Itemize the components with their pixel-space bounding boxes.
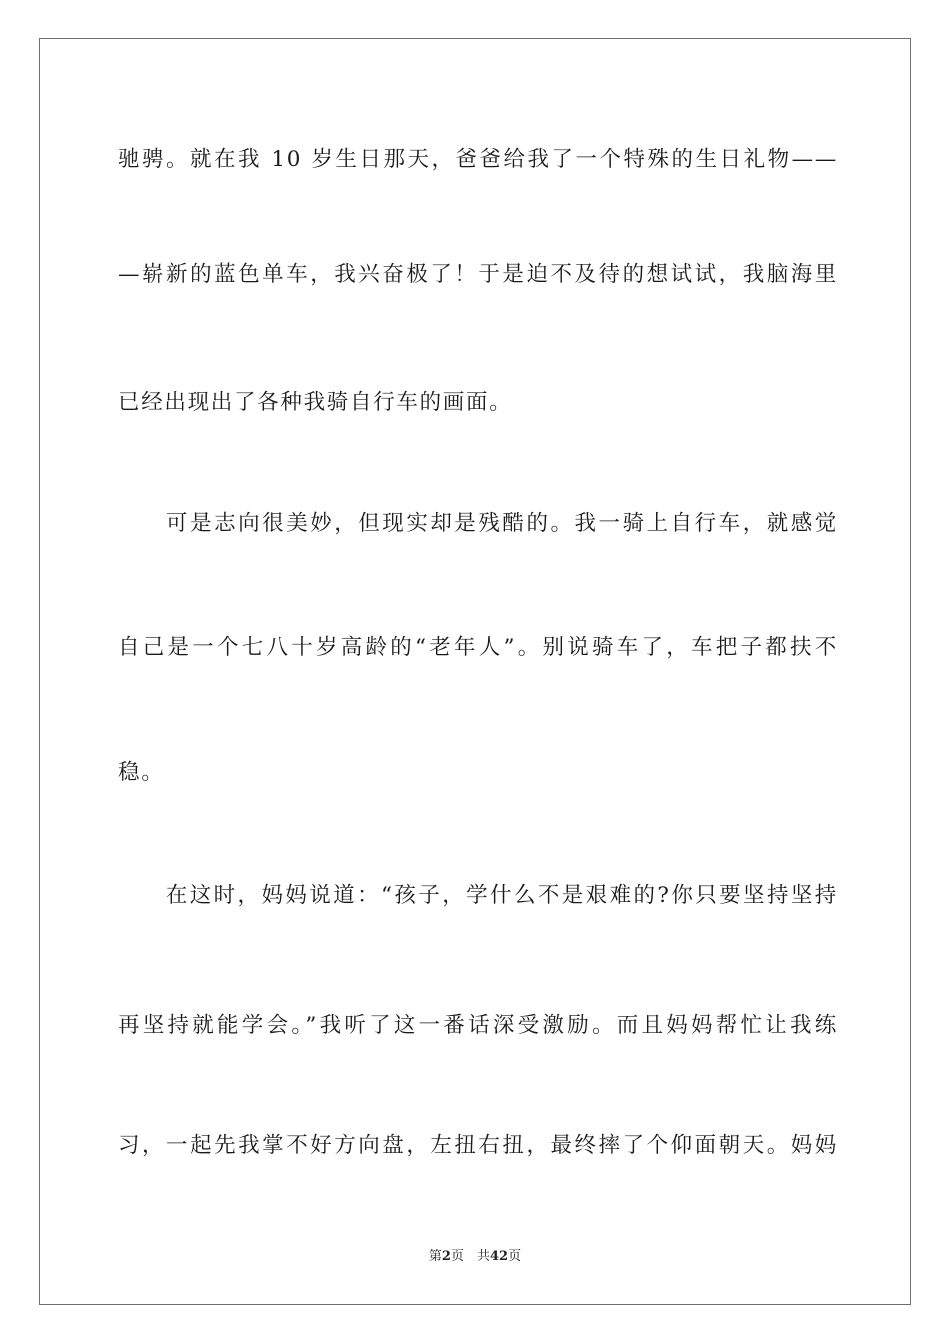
text-line: —崭新的蓝色单车，我兴奋极了！于是迫不及待的想试试，我脑海里 [118, 262, 838, 287]
page-footer [0, 1247, 950, 1267]
text-line: 自己是一个七八十岁高龄的“老年人”。别说骑车了，车把子都扶不 [118, 635, 838, 660]
current-page-number: 2 [441, 1249, 451, 1264]
footer-prefix: 第 [428, 1249, 442, 1264]
text-line: 驰骋。就在我 10 岁生日那天，爸爸给我了一个特殊的生日礼物—— [118, 147, 838, 172]
text-line: 已经出现出了各种我骑自行车的画面。 [118, 390, 513, 415]
text-line: 在这时，妈妈说道：“孩子，学什么不是艰难的?你只要坚持坚持 [118, 883, 838, 908]
total-page-count: 42 [489, 1249, 509, 1264]
text-line: 再坚持就能学会。”我听了这一番话深受激励。而且妈妈帮忙让我练 [118, 1013, 838, 1038]
footer-suffix: 页 [508, 1249, 522, 1264]
text-line: 稳。 [118, 760, 165, 785]
page-border [39, 38, 911, 1305]
text-line: 可是志向很美妙，但现实却是残酷的。我一骑上自行车，就感觉 [118, 511, 838, 536]
footer-middle: 页 共 [450, 1249, 490, 1264]
text-line: 习，一起先我掌不好方向盘，左扭右扭，最终摔了个仰面朝天。妈妈 [118, 1133, 838, 1158]
